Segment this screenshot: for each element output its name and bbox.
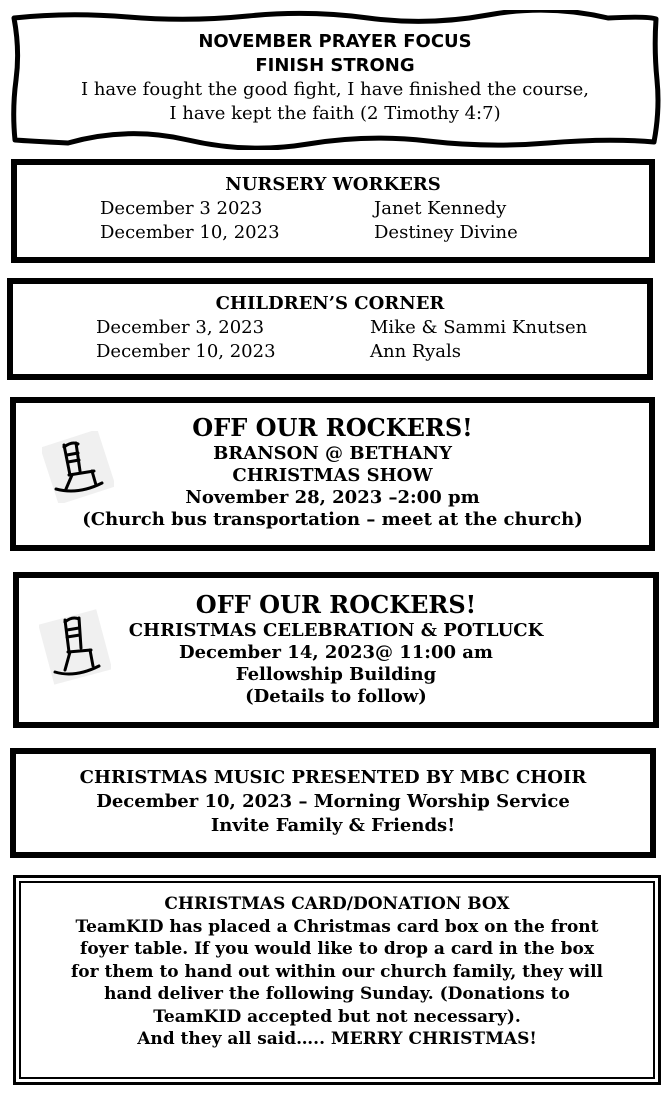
children-row xyxy=(13,340,647,364)
nursery-title: NURSERY WORKERS xyxy=(225,174,441,195)
prayer-verse-line-2: I have kept the faith (2 Timothy 4:7) xyxy=(169,103,501,124)
off-our-rockers-potluck-box xyxy=(13,572,659,728)
rockers1-transport-note: (Church bus transportation – meet at the church) xyxy=(82,509,583,530)
nursery-worker-name: Destiney Divine xyxy=(374,222,518,243)
nursery-date: December 3 2023 xyxy=(100,198,263,219)
children-row xyxy=(13,316,647,340)
off-our-rockers-branson-box xyxy=(10,397,655,551)
cardbox-title: CHRISTMAS CARD/DONATION BOX xyxy=(164,894,510,914)
music-date: December 10, 2023 – Morning Worship Service xyxy=(96,791,570,812)
cardbox-line: foyer table. If you would like to drop a card in the box xyxy=(80,939,594,959)
music-title: CHRISTMAS MUSIC PRESENTED BY MBC CHOIR xyxy=(79,767,587,788)
rockers1-line-2: CHRISTMAS SHOW xyxy=(232,465,433,486)
rockers1-title: OFF OUR ROCKERS! xyxy=(192,413,473,442)
childrens-corner-box xyxy=(7,278,653,380)
nursery-row xyxy=(17,221,649,245)
children-worker-name: Mike & Sammi Knutsen xyxy=(370,317,588,338)
prayer-subtitle: FINISH STRONG xyxy=(255,55,415,76)
children-title: CHILDREN’S CORNER xyxy=(215,293,445,314)
music-invite: Invite Family & Friends! xyxy=(210,815,456,836)
children-worker-name: Ann Ryals xyxy=(370,341,462,362)
prayer-focus-box xyxy=(8,10,662,150)
cardbox-line: hand deliver the following Sunday. (Donations to xyxy=(104,984,570,1004)
children-date: December 10, 2023 xyxy=(96,341,276,362)
nursery-row xyxy=(17,197,649,221)
rockers1-line-1: BRANSON @ BETHANY xyxy=(213,443,452,464)
christmas-music-box xyxy=(10,748,656,858)
rockers2-details-note: (Details to follow) xyxy=(245,686,427,707)
prayer-verse-line-1: I have fought the good fight, I have finished the course, xyxy=(80,79,589,100)
nursery-worker-name: Janet Kennedy xyxy=(374,198,507,219)
nursery-date: December 10, 2023 xyxy=(100,222,280,243)
rockers2-line-1: CHRISTMAS CELEBRATION & POTLUCK xyxy=(128,620,544,641)
cardbox-line: TeamKID accepted but not necessary). xyxy=(153,1006,521,1027)
inner-border xyxy=(19,881,655,1079)
prayer-title: NOVEMBER PRAYER FOCUS xyxy=(198,31,472,52)
christmas-card-donation-box xyxy=(13,875,661,1085)
rockers2-title: OFF OUR ROCKERS! xyxy=(195,590,477,619)
rockers1-date: November 28, 2023 –2:00 pm xyxy=(185,487,480,508)
rockers2-location: Fellowship Building xyxy=(235,664,437,685)
nursery-workers-box xyxy=(11,159,655,263)
cardbox-line: TeamKID has placed a Christmas card box on the front xyxy=(75,916,599,937)
children-date: December 3, 2023 xyxy=(96,317,265,338)
rockers2-date: December 14, 2023@ 11:00 am xyxy=(179,642,493,663)
cardbox-closing: And they all said….. MERRY CHRISTMAS! xyxy=(137,1029,537,1049)
cardbox-line: for them to hand out within our church family, they will xyxy=(70,961,603,982)
